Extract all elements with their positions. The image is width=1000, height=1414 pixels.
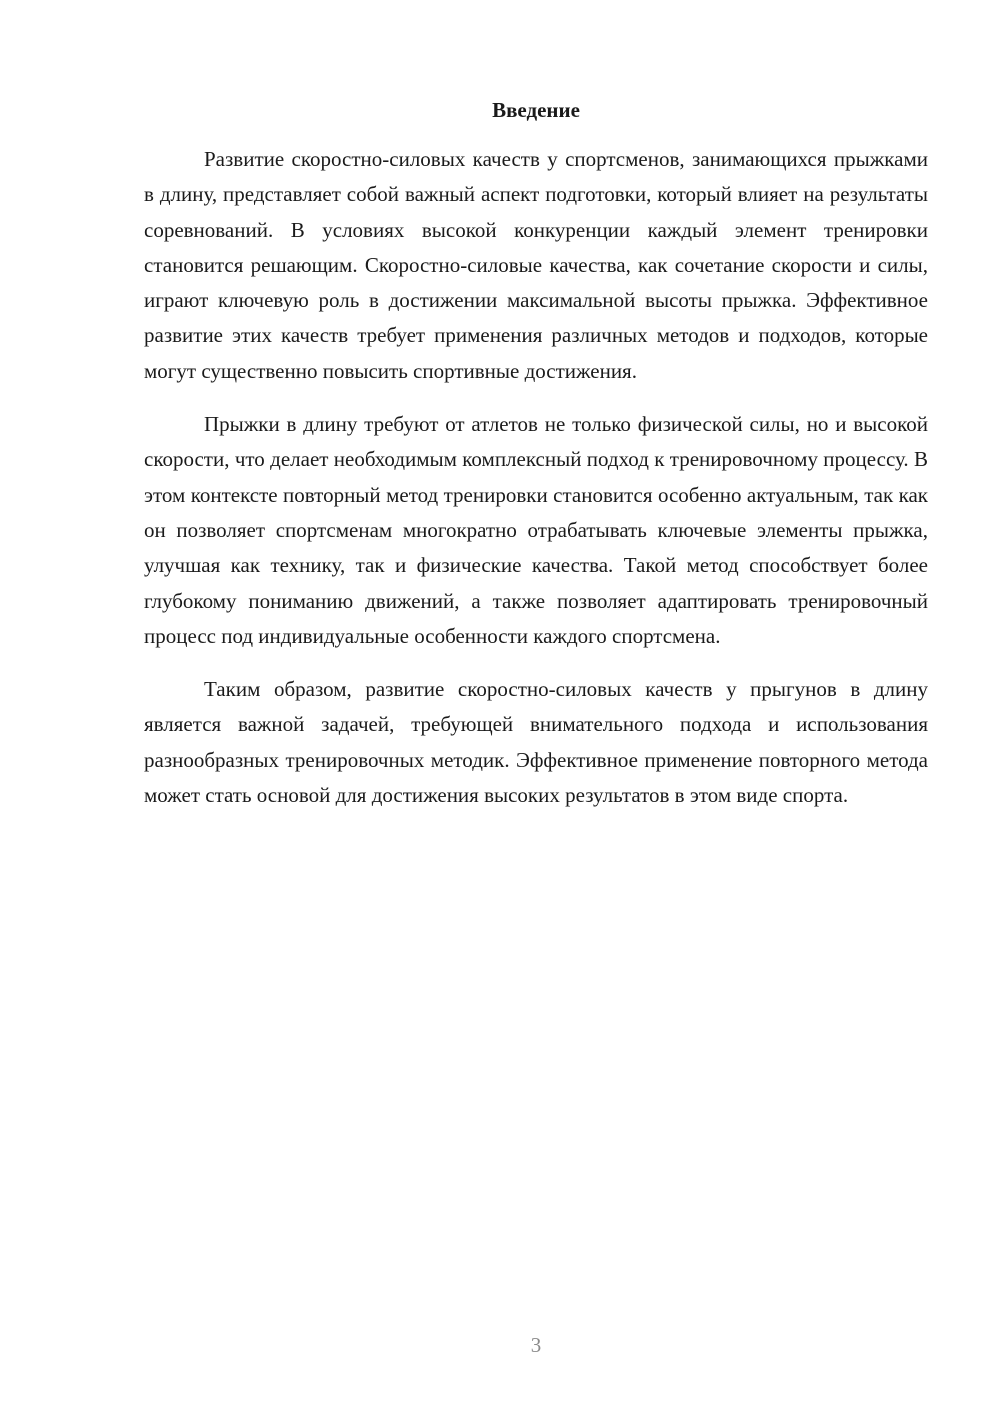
page-number: 3 xyxy=(530,1333,542,1357)
paragraph-2: Прыжки в длину требуют от атлетов не только физической силы, но и высокой скорости, что делает необходимым комплексный подход к тренировочному процессу. В этом контексте повторный метод тренировки становится особенно актуальным, так как он позволяет спортсменам многократно отрабатывать ключевые элементы прыжка, улучшая как технику, так и физические качества. Такой метод способствует более глубокому пониманию движений, а также позволяет адаптировать тренировочный процесс под индивидуальные особенности каждого спортсмена. xyxy=(144,412,928,648)
paragraph-3: Таким образом, развитие скоростно-силовых качеств у прыгунов в длину является важной задачей, требующей внимательного подхода и использования разнообразных тренировочных методик. Эффективное применение повторного метода может стать основой для достижения высоких результатов в этом виде спорта. xyxy=(144,677,928,808)
document-body xyxy=(144,92,928,831)
paragraph-1: Развитие скоростно-силовых качеств у спортсменов, занимающихся прыжками в длину, представляет собой важный аспект подготовки, который влияет на результаты соревнований. В условиях высокой конкуренции каждый элемент тренировки становится решающим. Скоростно-силовые качества, как сочетание скорости и силы, играют ключевую роль в достижении максимальной высоты прыжка. Эффективное развитие этих качеств требует применения различных методов и подходов, которые могут существенно повысить спортивные достижения. xyxy=(144,147,928,383)
section-title: Введение xyxy=(492,98,580,122)
